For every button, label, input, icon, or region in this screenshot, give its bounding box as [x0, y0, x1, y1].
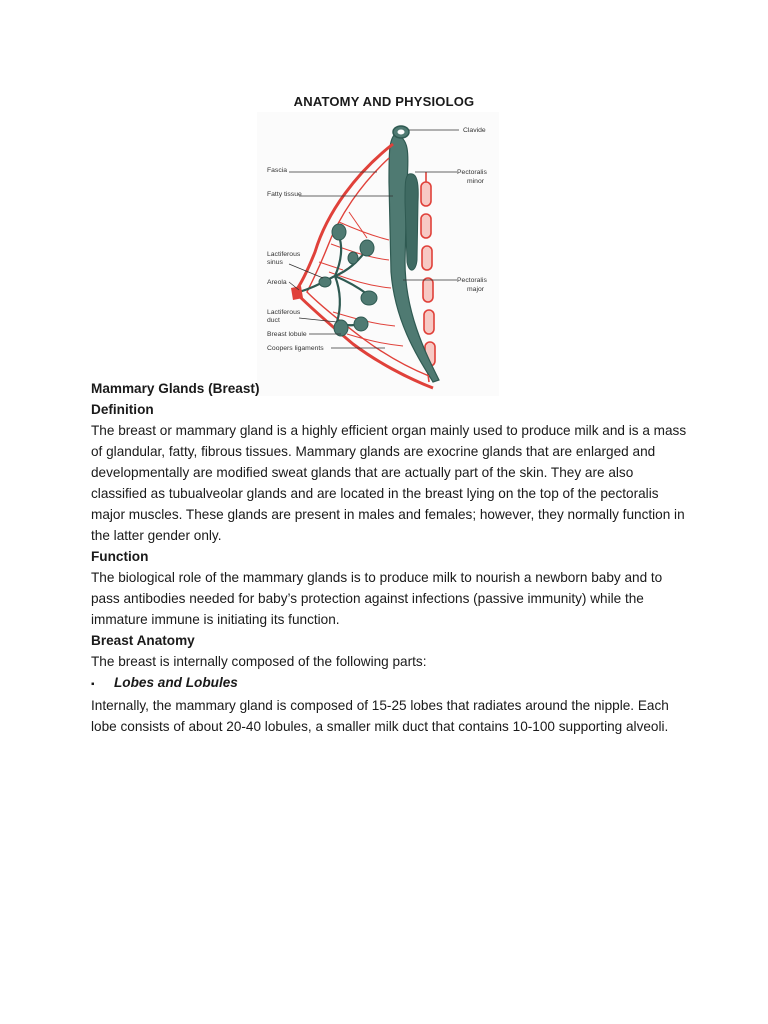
- breast-anatomy-diagram: [257, 112, 499, 396]
- label-lactiferous-sinus-2: sinus: [267, 259, 283, 266]
- label-pectoralis-major-1: Pectoralis: [457, 277, 487, 284]
- label-coopers-ligaments: Coopers ligaments: [267, 345, 324, 352]
- label-fatty-tissue: Fatty tissue: [267, 191, 302, 198]
- bullet-label: Lobes and Lobules: [114, 675, 238, 690]
- section-heading: Mammary Glands (Breast): [91, 381, 260, 396]
- bullet-item: [91, 672, 691, 695]
- anatomy-intro: The breast is internally composed of the following parts:: [91, 654, 427, 669]
- label-lactiferous-sinus-1: Lactiferous: [267, 251, 301, 258]
- definition-heading: Definition: [91, 402, 154, 417]
- label-pectoralis-minor-2: minor: [467, 178, 484, 185]
- label-lactiferous-duct-1: Lactiferous: [267, 309, 301, 316]
- bullet-icon: ▪: [91, 679, 95, 690]
- label-areola: Areola: [267, 279, 287, 286]
- definition-paragraph: The breast or mammary gland is a highly efficient organ mainly used to produce milk and is a mass of glandular, fatty, fibrous tissues. Mammary glands are exocrine glands that are enlarged and developmentally are modified sweat glands that are actually part of the skin. They are also classified as tubualveolar glands and are located in the breast lying on the top of the pectoralis major muscles. These glands are present in males and females; however, they normally function in the latter gender only.: [91, 423, 687, 543]
- anatomy-heading: Breast Anatomy: [91, 633, 195, 648]
- document-body: [91, 378, 691, 737]
- label-lactiferous-duct-2: duct: [267, 317, 280, 324]
- label-clavicle: Clavide: [463, 127, 486, 134]
- label-fascia: Fascia: [267, 167, 288, 174]
- pectoralis-minor-muscle: [405, 174, 418, 270]
- label-pectoralis-major-2: major: [467, 286, 484, 293]
- clavicle-center: [398, 130, 405, 135]
- label-pectoralis-minor-1: Pectoralis: [457, 169, 487, 176]
- label-breast-lobule: Breast lobule: [267, 331, 307, 338]
- function-paragraph: The biological role of the mammary glands is to produce milk to nourish a newborn baby and to pass antibodies needed for baby’s protection against infections (passive immunity) while the immature immune is initiating its function.: [91, 570, 663, 627]
- document-title: ANATOMY AND PHYSIOLOG: [293, 94, 475, 109]
- lobes-paragraph: Internally, the mammary gland is composed of 15-25 lobes that radiates around the nipple. Each lobe consists of about 20-40 lobules, a smaller milk duct that contains 10-100 supporting alveoli.: [91, 698, 669, 734]
- function-heading: Function: [91, 549, 149, 564]
